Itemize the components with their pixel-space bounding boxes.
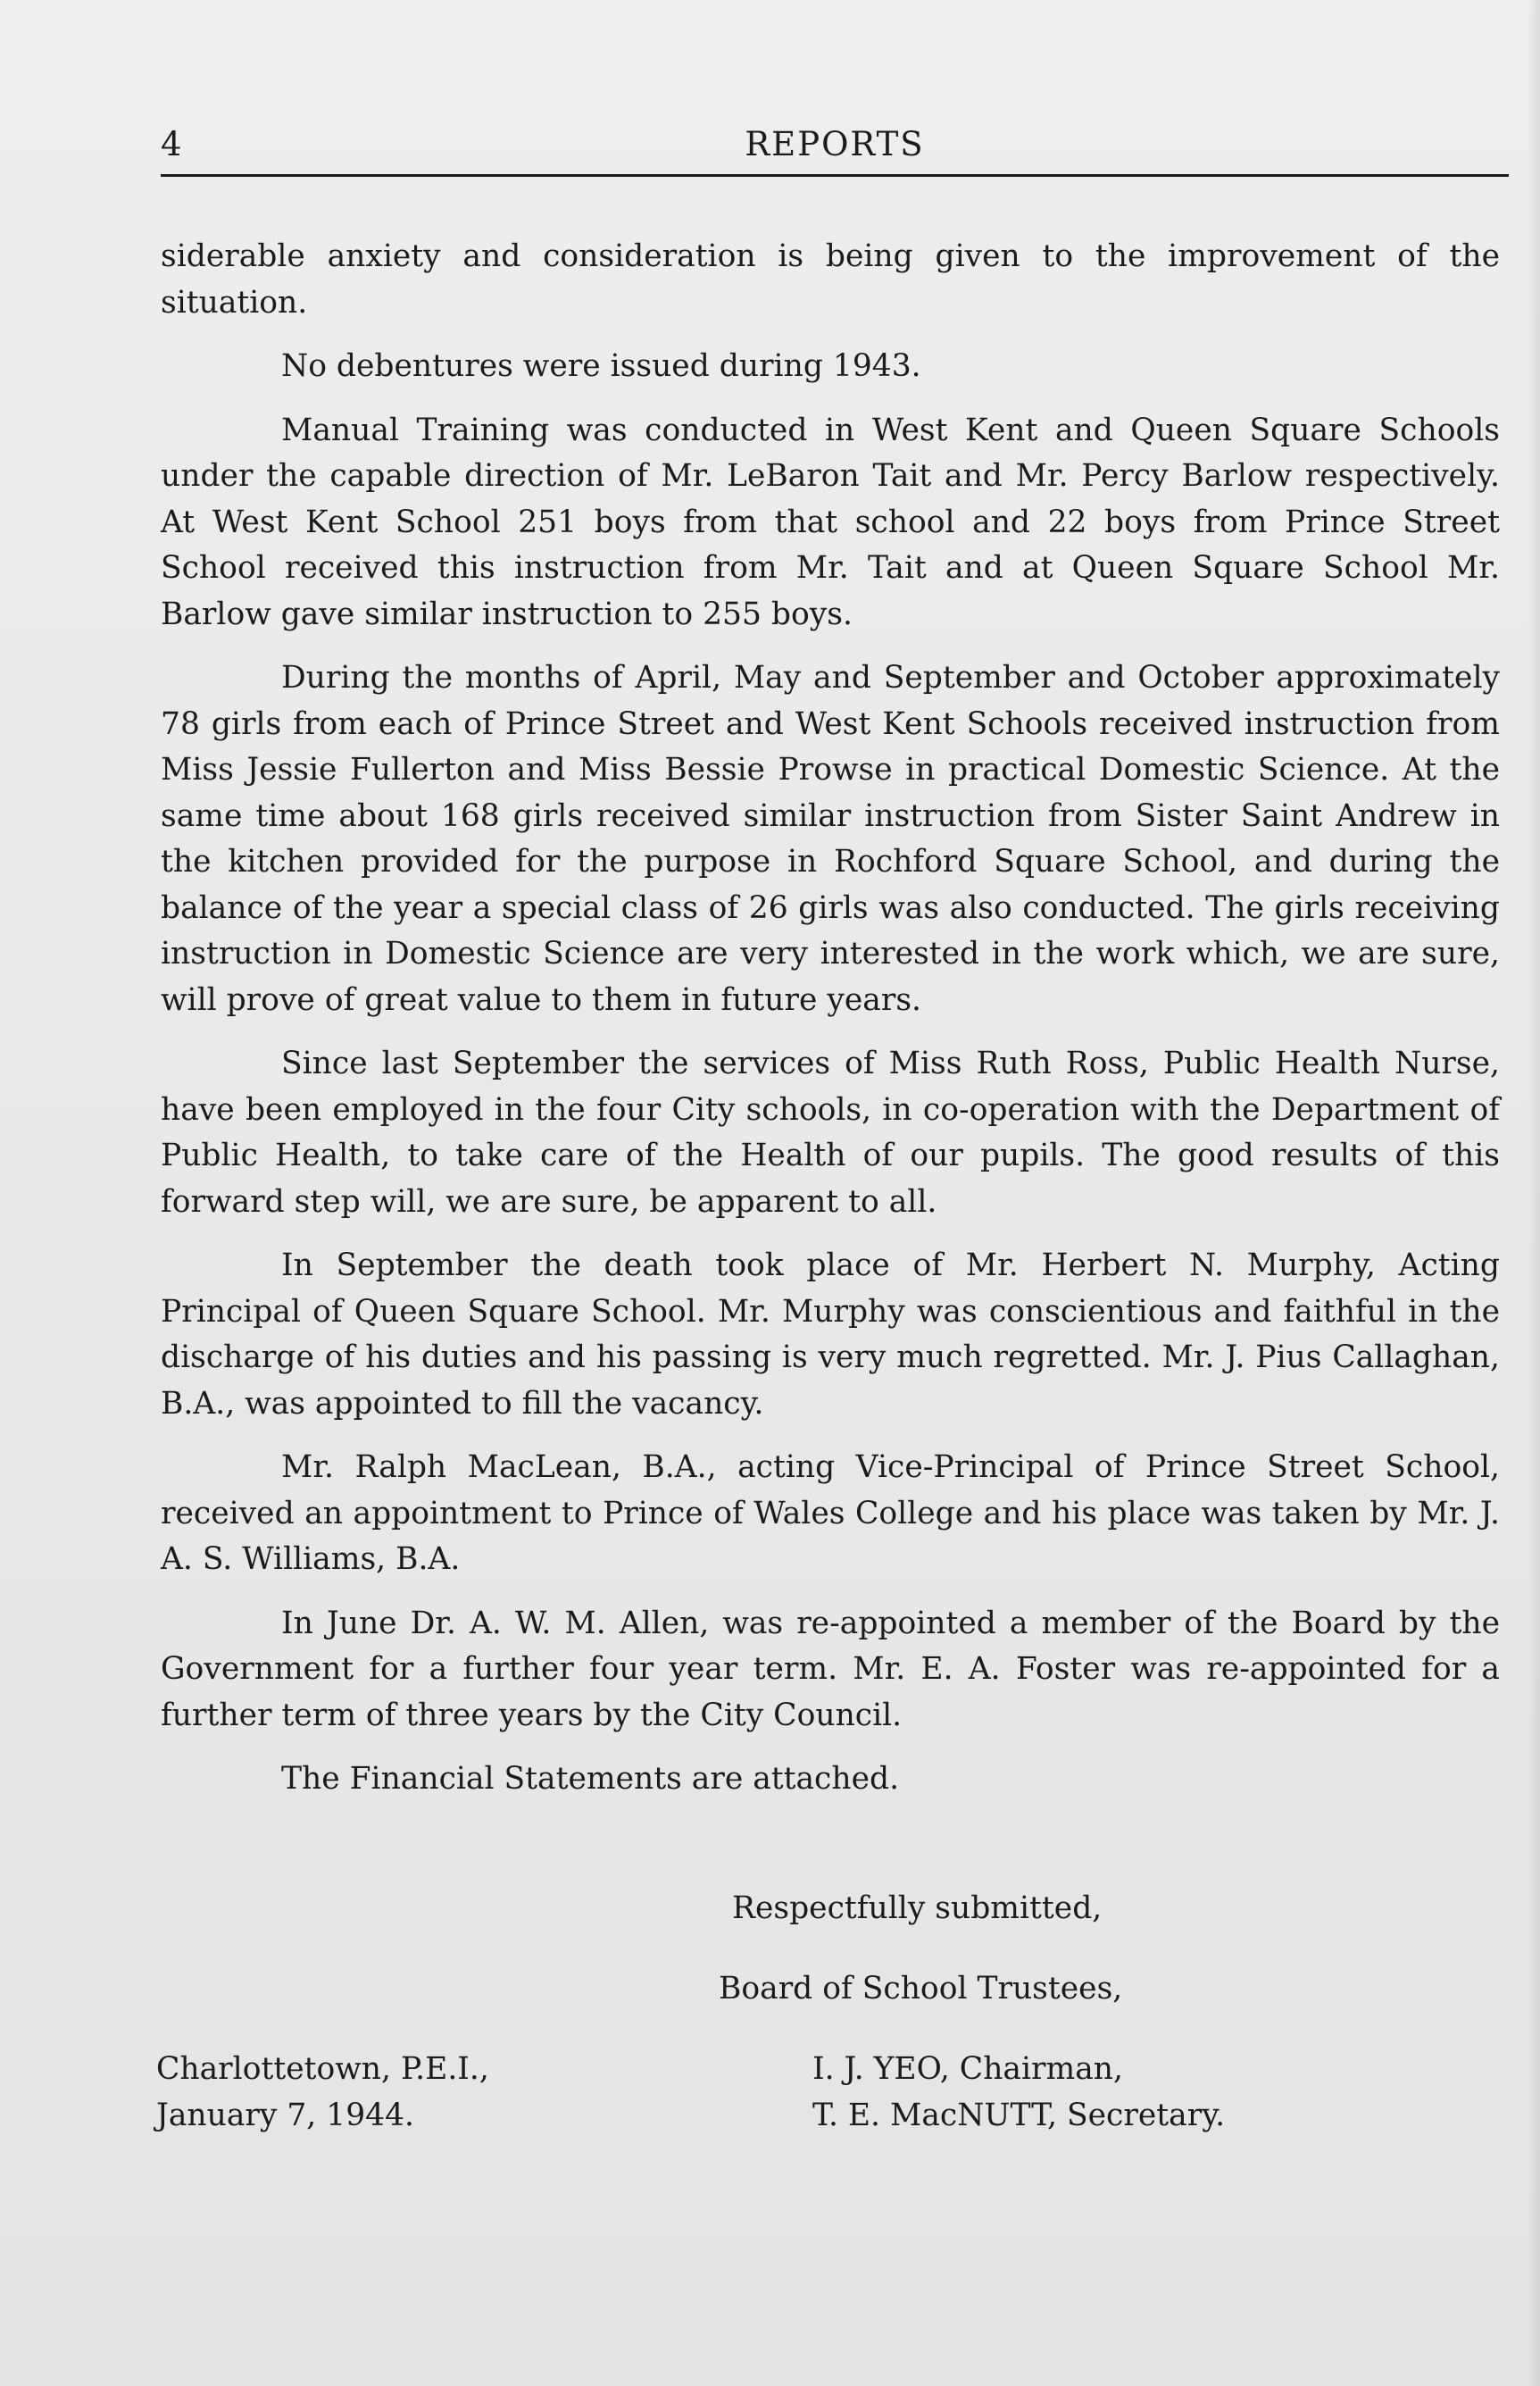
report-body — [161, 234, 1500, 1821]
closing-salutation: Respectfully submitted, — [732, 1890, 1103, 1926]
paragraph-continuation: siderable anxiety and consideration is being given to the improvement of the situation. — [161, 238, 1500, 321]
chairman-line: I. J. YEO, Chairman, — [812, 2051, 1123, 2087]
paragraph-board-members: In June Dr. A. W. M. Allen, was re-appointed a member of the Board by the Government for a further four year term. Mr. E. A. Foster was re-appointed for a further term of three years by the City Council. — [161, 1605, 1500, 1733]
header-rule — [161, 174, 1509, 177]
paragraph-public-health: Since last September the services of Miss Ruth Ross, Public Health Nurse, have been employed in the four City schools, in co-operation with the Department of Public Health, to take care of the Health of our pupils. The good results of this forward step will, we are sure, be apparent to all. — [161, 1046, 1500, 1220]
paragraph-debentures: No debentures were issued during 1943. — [281, 348, 921, 384]
date-line: January 7, 1944. — [156, 2097, 415, 2133]
paragraph-appointment: Mr. Ralph MacLean, B.A., acting Vice-Principal of Prince Street School, received an appointment to Prince of Wales College and his place was taken by Mr. J. A. S. Williams, B.A. — [161, 1449, 1500, 1577]
signers-block — [812, 2047, 1527, 2139]
page-number: 4 — [161, 125, 182, 163]
page-edge-shadow — [1528, 0, 1540, 2386]
closing-organization: Board of School Trustees, — [719, 1971, 1123, 2006]
paragraph-manual-training: Manual Training was conducted in West Kent and Queen Square Schools under the capable direction of Mr. LeBaron Tait and Mr. Percy Barlow respectively. At West Kent School 251 boys from that school and 22 boys from Prince Street School received this instruction from Mr. Tait and at Queen Square School Mr. Barlow gave similar instruction to 255 boys. — [161, 412, 1500, 632]
secretary-line: T. E. MacNUTT, Secretary. — [812, 2097, 1226, 2133]
paragraph-financial-statements: The Financial Statements are attached. — [281, 1761, 900, 1797]
place-line: Charlottetown, P.E.I., — [156, 2051, 489, 2087]
page-header — [161, 125, 1509, 179]
running-title: REPORTS — [745, 125, 925, 163]
paragraph-domestic-science: During the months of April, May and September and October approximately 78 girls from each of Prince Street and West Kent Schools received instruction from Miss Jessie Fullerton and Miss Bessie Prowse in practical Domestic Science. At the same time about 168 girls received similar instruction from Sister Saint Andrew in the kitchen provided for the purpose in Rochford Square School, and during the balance of the year a special class of 26 girls was also conducted. The girls receiving instruction in Domestic Science are very interested in the work which, we are sure, will prove of great value to them in future years. — [161, 660, 1500, 1018]
paragraph-death-notice: In September the death took place of Mr. Herbert N. Murphy, Acting Principal of Queen Square School. Mr. Murphy was conscientious and faithful in the discharge of his duties and his passing is very much regretted. Mr. J. Pius Callaghan, B.A., was appointed to fill the vacancy. — [161, 1247, 1500, 1422]
place-date-block — [156, 2047, 870, 2139]
